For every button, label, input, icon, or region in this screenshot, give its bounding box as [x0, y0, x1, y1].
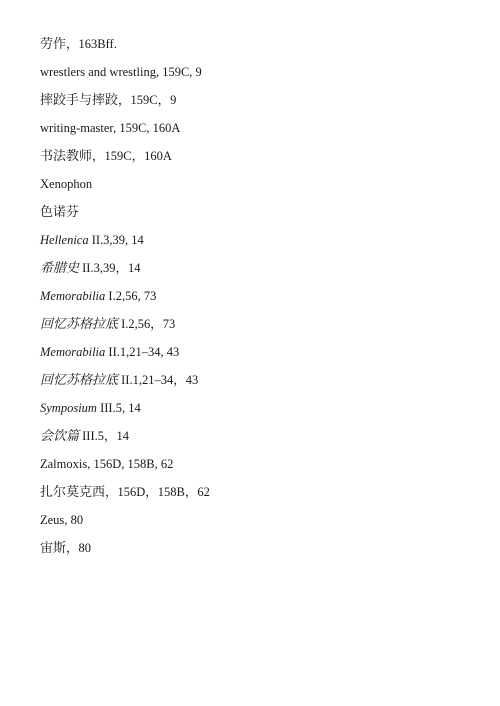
- entry-reference: III.5, 14: [96, 401, 141, 415]
- entry-reference: I.2,56，73: [118, 317, 176, 331]
- index-entry: [40, 482, 480, 510]
- entry-reference: , 159C, 9: [155, 65, 202, 79]
- index-subentry: [40, 258, 480, 286]
- entry-reference: , 80: [64, 513, 84, 527]
- index-entry: [40, 454, 480, 482]
- index-entry: [40, 34, 480, 62]
- work-title: 会饮篇: [40, 429, 80, 444]
- index-subentry: [40, 426, 480, 454]
- index-entry: [40, 90, 480, 118]
- entry-title: Zeus: [40, 513, 65, 527]
- entry-title: Xenophon: [40, 177, 93, 191]
- entry-title: 摔跤手与摔跤: [40, 93, 119, 108]
- entry-reference: II.3,39，14: [79, 261, 141, 275]
- entry-reference: ，156D，158B，62: [105, 485, 210, 499]
- entry-reference: II.1,21–34, 43: [105, 345, 180, 359]
- index-subentry: [40, 286, 480, 314]
- index-entry: [40, 118, 480, 146]
- entry-reference: , 159C, 160A: [113, 121, 181, 135]
- entry-reference: ，159C，9: [118, 93, 177, 107]
- index-subentry: [40, 398, 480, 426]
- entry-reference: ，163Bff.: [66, 37, 117, 51]
- index-entry: [40, 510, 480, 538]
- work-title: 回忆苏格拉底: [40, 373, 119, 388]
- work-title: 回忆苏格拉底: [40, 317, 119, 332]
- entry-title: 扎尔莫克西: [40, 485, 106, 500]
- entry-title: 宙斯: [40, 541, 67, 556]
- entry-reference: II.1,21–34，43: [118, 373, 199, 387]
- index-subentry: [40, 314, 480, 342]
- entry-reference: ，159C，160A: [92, 149, 172, 163]
- entry-reference: III.5，14: [79, 429, 130, 443]
- entry-title: writing-master: [40, 121, 114, 135]
- index-entry: [40, 62, 480, 90]
- entry-reference: II.3,39, 14: [88, 233, 144, 247]
- entry-title: 色诺芬: [40, 205, 80, 220]
- entry-title: 劳作: [40, 37, 67, 52]
- entry-title: Zalmoxis: [40, 457, 88, 471]
- index-entry: [40, 538, 480, 566]
- entry-reference: ，80: [66, 541, 92, 555]
- entry-reference: I.2,56, 73: [105, 289, 157, 303]
- work-title: Memorabilia: [40, 289, 106, 303]
- index-subentry: [40, 342, 480, 370]
- work-title: Symposium: [40, 401, 97, 415]
- work-title: Memorabilia: [40, 345, 106, 359]
- index-subentry: [40, 370, 480, 398]
- index-subentry: [40, 230, 480, 258]
- work-title: 希腊史: [40, 261, 80, 276]
- entry-title: 书法教师: [40, 149, 93, 164]
- index-entry: [40, 146, 480, 174]
- index-entry: [40, 174, 480, 202]
- index-entry: [40, 202, 480, 230]
- work-title: Hellenica: [40, 233, 89, 247]
- index-entry-list: [40, 34, 480, 566]
- entry-title: wrestlers and wrestling: [40, 65, 156, 79]
- entry-reference: , 156D, 158B, 62: [87, 457, 174, 471]
